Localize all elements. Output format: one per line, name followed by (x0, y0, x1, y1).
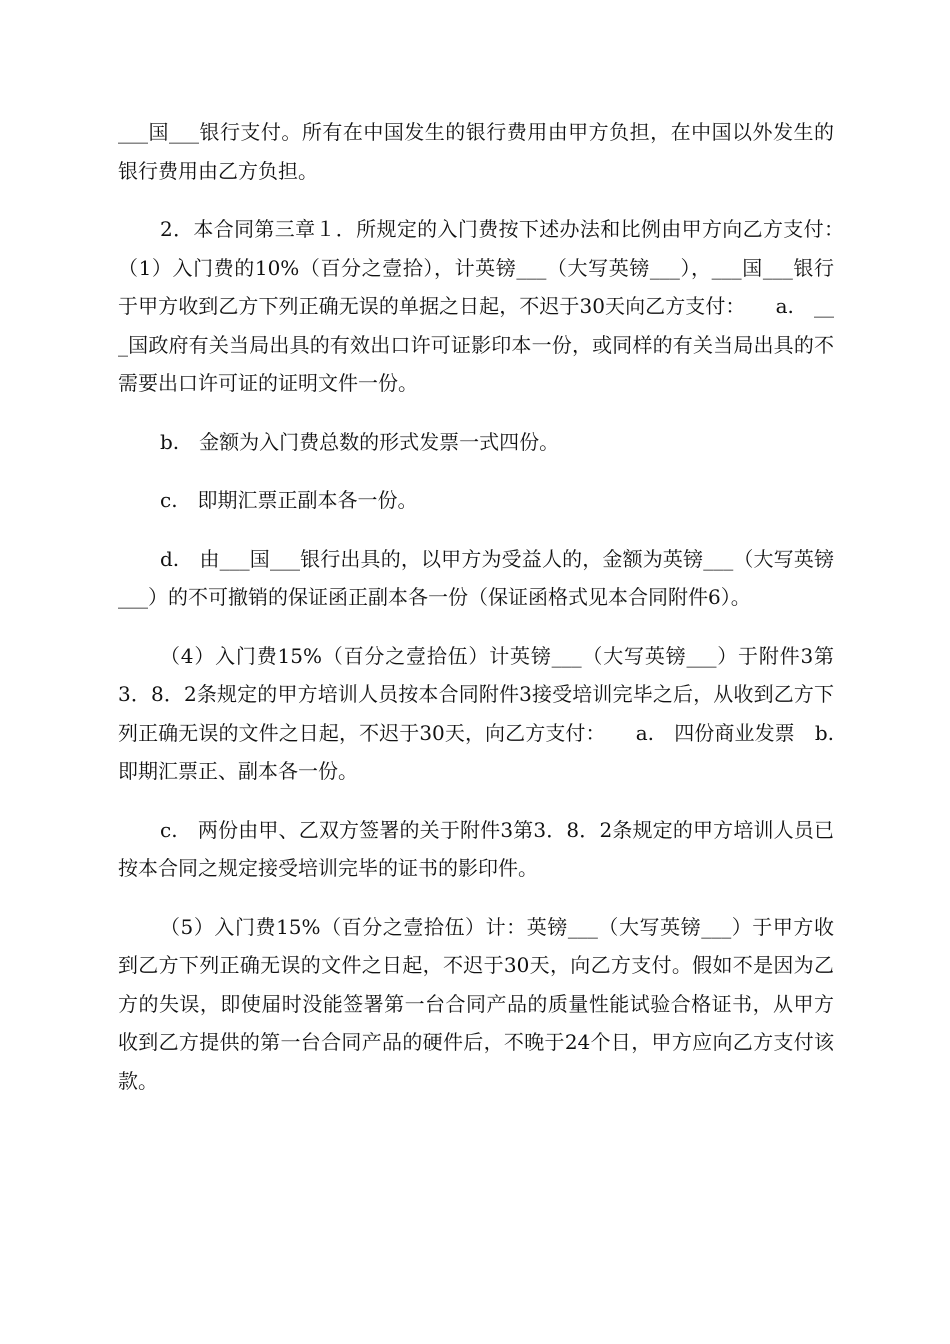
document-page (118, 113, 874, 1120)
paragraph-installment-4: （4）入门费15%（百分之壹拾伍）计英镑___（大写英镑___）于附件3第3．8．2条规定的甲方培训人员按本合同附件3接受培训完毕之后，从收到乙方下列正确无误的文件之日起，不迟于30天，向乙方支付： a. 四份商业发票 b. 即期汇票正、副本各一份。 (118, 643, 854, 783)
paragraph-item-b: b. 金额为入门费总数的形式发票一式四份。 (160, 429, 560, 454)
paragraph-item-c: c. 即期汇票正副本各一份。 (160, 488, 418, 512)
paragraph-item-c-certificates: c. 两份由甲、乙双方签署的关于附件3第3．8．2条规定的甲方培训人员已按本合同之规定接受培训完毕的证书的影印件。 (118, 817, 834, 880)
paragraph-installment-5: （5）入门费15%（百分之壹拾伍）计：英镑___（大写英镑___）于甲方收到乙方下列正确无误的文件之日起，不迟于30天，向乙方支付。假如不是因为乙方的失误，即使届时没能签署第一台合同产品的质量性能试验合格证书，从甲方收到乙方提供的第一台合同产品的硬件后，不晚于24个日，甲方应向乙方支付该款。 (118, 914, 834, 1093)
paragraph-bank-fees: ___国___银行支付。所有在中国发生的银行费用由甲方负担，在中国以外发生的银行费用由乙方负担。 (118, 120, 834, 183)
paragraph-item-d: d. 由___国___银行出具的，以甲方为受益人的，金额为英镑___（大写英镑___）的不可撤销的保证函正副本各一份（保证函格式见本合同附件6）。 (118, 546, 834, 609)
paragraph-payment-terms: 2．本合同第三章１．所规定的入门费按下述办法和比例由甲方向乙方支付： （1）入门费的10%（百分之壹拾），计英镑___（大写英镑___），___国___银行于甲方收到乙方下列正确无误的单据之日起，不迟于30天向乙方支付： a. ___国政府有关当局出具的有效出口许可证影印本一份，或同样的有关当局出具的不需要出口许可证的证明文件一份。 (118, 217, 874, 395)
